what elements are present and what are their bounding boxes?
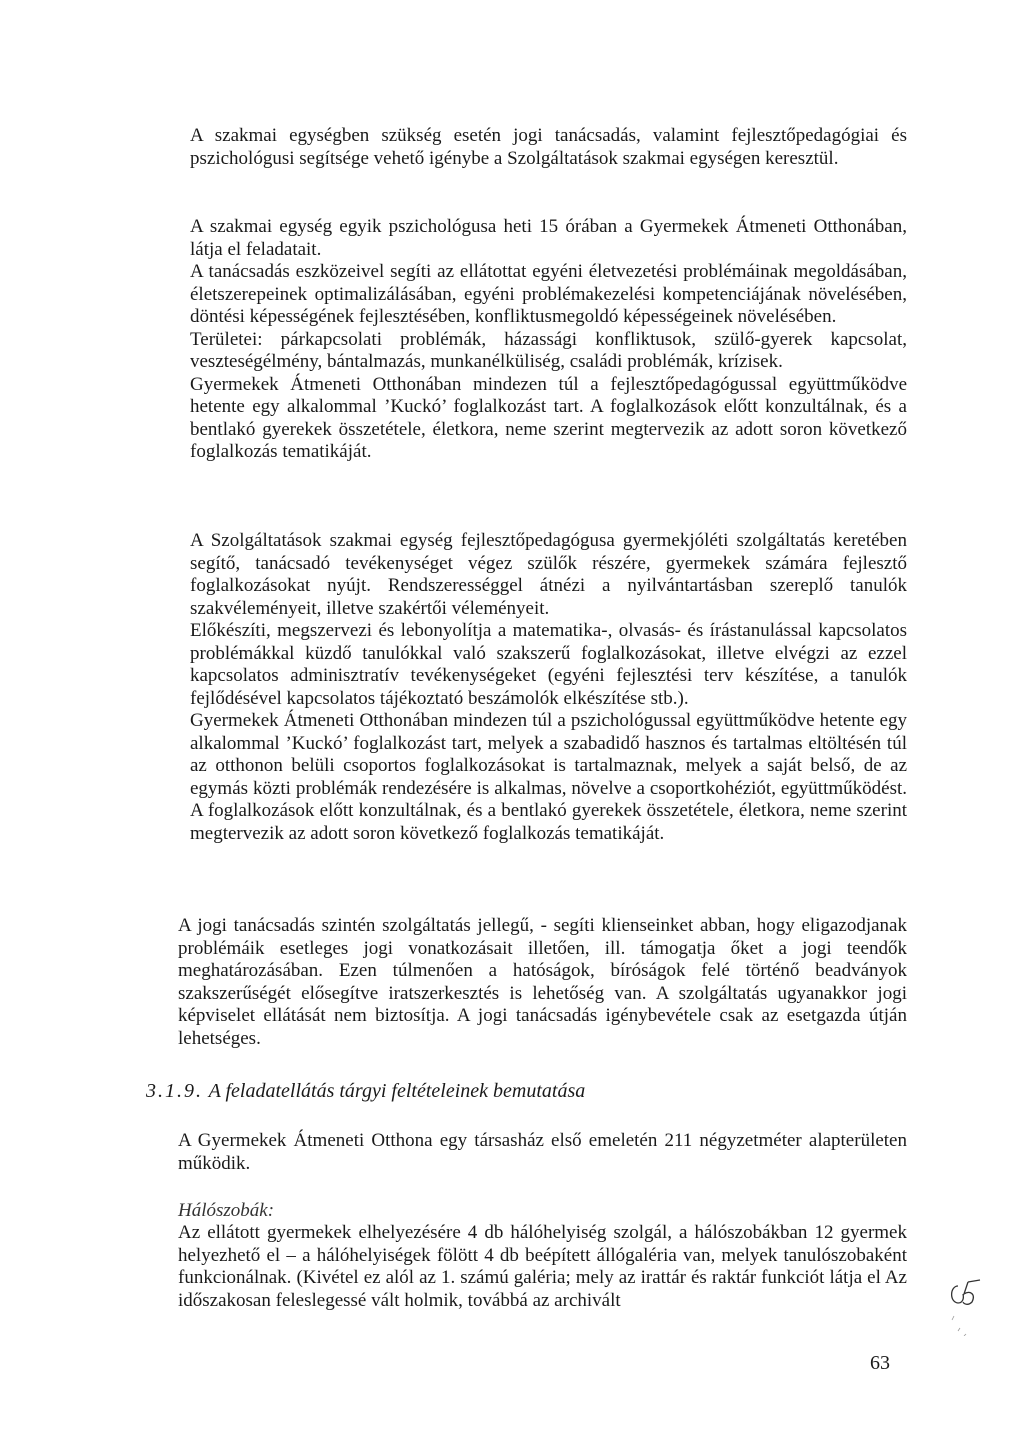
paragraph: A Gyermekek Átmeneti Otthona egy társasház első emeletén 211 négyzetméter alapterületen működik. [178,1130,907,1174]
paragraph: A szakmai egységben szükség esetén jogi tanácsadás, valamint fejlesztőpedagógiai és pszichológusi segítsége vehető igénybe a Szolgáltatások szakmai egységen keresztül. [190,125,907,169]
paragraph: Az ellátott gyermekek elhelyezésére 4 db hálóhelyiség szolgál, a hálószobákban 12 gyermek helyezhető el – a hálóhelyiségek fölött 4 db beépített állógaléria van, melyek tanulószobaként funkcionálnak. (Kivétel ez alól az 1. számú galéria; mely az irattár és raktár funkciót látja el Az időszakosan feleslegessé vált holmik, továbbá az archivált [178,1222,907,1311]
paragraph: Gyermekek Átmeneti Otthonában mindezen túl a fejlesztőpedagógussal együttműködve hetente egy alkalommal ’Kuckó’ foglalkozást tart. A foglalkozások előtt konzultálnak, és a bentlakó gyerekek összetétele, életkora, neme szerint megtervezik az adott soron következő foglalkozás tematikáját. [190,373,907,462]
handwritten-margin-note [946,1276,986,1336]
section-heading [146,1080,585,1103]
paragraph: A tanácsadás eszközeivel segíti az ellátottat egyéni életvezetési problémáinak megoldásában, életszerepeinek optimalizálásában, egyéni problémakezelési kompetenciájának növelésében, döntési képességének fejlesztésében, konfliktusmegoldó képességeinek növelésében. [190,261,907,327]
paragraph-block-1 [190,125,907,170]
paragraph: A jogi tanácsadás szintén szolgáltatás jellegű, - segíti klienseinket abban, hogy eligazodjanak problémáik esetleges jogi vonatkozásait illetően, ill. támogatja őket a jogi teendők meghatározásában. Ezen túlmenően a hatóságok, bíróságok felé történő beadványok szakszerűségét elősegítve iratszerkesztés is lehetőség van. A szolgáltatás ugyanakkor jogi képviselet ellátását nem biztosítja. A jogi tanácsadás igénybevétele csak az esetgazda útján lehetséges. [178,915,907,1049]
paragraph: A Szolgáltatások szakmai egység fejlesztőpedagógusa gyermekjóléti szolgáltatás keretében segítő, tanácsadó tevékenységet végez szülők részére, gyermekek számára fejlesztő foglalkozásokat nyújt. Rendszerességgel átnézi a nyilvántartásban szereplő tanulók szakvéleményeit, illetve szakértői véleményeit. [190,530,907,619]
paragraph: Előkészíti, megszervezi és lebonyolítja a matematika-, olvasás- és írástanulással kapcsolatos problémákkal küzdő tanulókkal való szakszerű foglalkozásokat, illetve elvégzi az ezzel kapcsolatos adminisztratív tevékenységeket (egyéni fejlesztési terv készítése, a tanulók fejlődésével kapcsolatos tájékoztató beszámolók elkészítése stb.). [190,620,907,709]
paragraph-block-3 [190,530,907,845]
paragraph: Gyermekek Átmeneti Otthonában mindezen túl a pszichológussal együttműködve hetente egy alkalommal ’Kuckó’ foglalkozást tart, melyek a szabadidő hasznos és tartalmas eltöltésén túl az otthonon belüli csoportos foglalkozásokat is tartalmaznak, melyek a saját belső, de az egymás közti problémák rendezésére is alkalmas, növelve a csoportkohéziót, együttműködést. A foglalkozások előtt konzultálnak, és a bentlakó gyerekek összetétele, életkora, neme szerint megtervezik az adott soron következő foglalkozás tematikáját. [190,710,907,844]
paragraph: Területei: párkapcsolati problémák, házassági konfliktusok, szülő-gyerek kapcsolat, veszteségélmény, bántalmazás, munkanélküliség, családi problémák, krízisek. [190,328,907,372]
subheading-halo-szobak: Hálószobák: [178,1200,275,1221]
paragraph: A szakmai egység egyik pszichológusa heti 15 órában a Gyermekek Átmeneti Otthonában, látja el feladatait. [190,216,907,260]
section-title: A feladatellátás tárgyi feltételeinek bemutatása [208,1080,586,1102]
paragraph-block-4 [178,915,907,1050]
paragraph-block-2 [190,216,907,464]
paragraph-block-6 [178,1222,907,1312]
paragraph-block-5 [178,1130,907,1175]
section-number: 3.1.9. [146,1080,203,1102]
page-number: 63 [870,1352,890,1374]
